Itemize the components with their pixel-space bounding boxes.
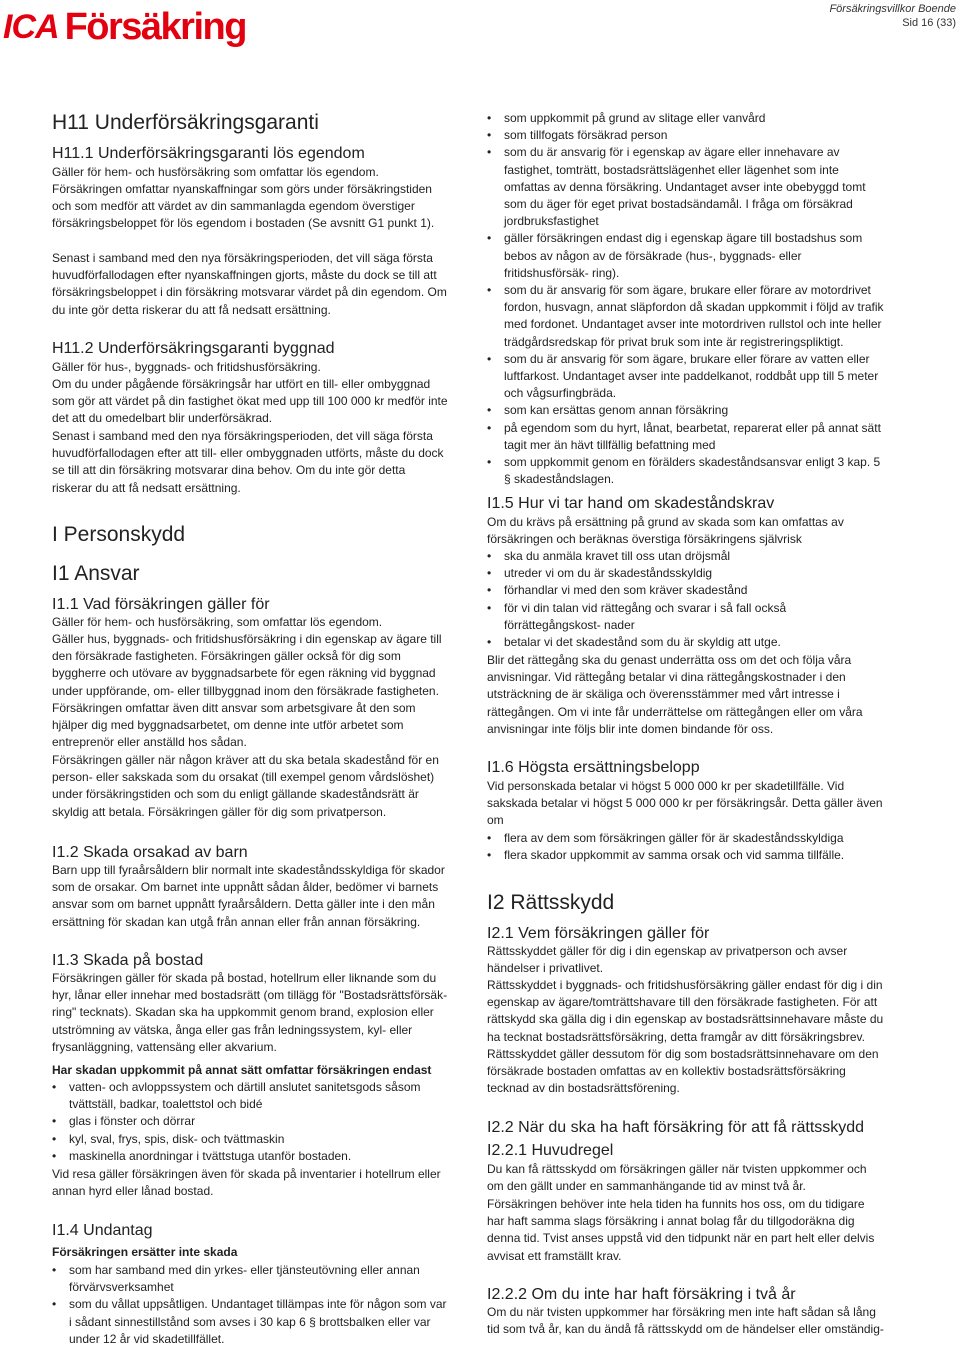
list-item: • som du är ansvarig för i egenskap av ägare eller innehavare av fastighet, tomträtt, bostadsrättslägenhet eller lägenhet som inte omfattas av denna försäkring. Undantaget avser inte obebyggd tomt som du äger för eget privat bostadsändamål. I fråga om försäkrad jordbruksfastighet — [487, 144, 885, 230]
list-item: • gäller försäkringen endast dig i egenskap ägare till bostadshus som bebos av någon av de försäkrade (hus-, byggnads- eller fritidshusförsäk- ring). — [487, 230, 885, 282]
subsection-heading-i1-6: I1.6 Högsta ersättningsbelopp — [487, 759, 700, 776]
section-heading-i2: I2 Rättsskydd — [487, 891, 615, 914]
logo-ica-text: ICA — [3, 8, 59, 46]
list-item: • som tillfogats försäkrad person — [487, 127, 885, 144]
list-item: • som har samband med din yrkes- eller tjänsteutövning eller annan förvärvsverksamhet — [52, 1262, 448, 1296]
list-item: • som uppkommit på grund av slitage eller vanvård — [487, 110, 885, 127]
paragraph: Barn upp till fyraårsåldern blir normalt inte skadeståndsskyldiga för skador som de orsakar. Om barnet inte uppnått sådan ålder, bedömer vi barnets ansvar som om barnet uppnått fyraårsåldern. Detta gäller inte i den mån ersättning för skadan kan utgå från annan eller från annan försäkring. — [52, 863, 445, 929]
list-item: • kyl, sval, frys, spis, disk- och tvättmaskin — [52, 1131, 448, 1148]
subsection-heading-i1-4: I1.4 Undantag — [52, 1222, 153, 1239]
paragraph: Blir det rättegång ska du genast underrätta oss om det och följa våra anvisningar. Vid rättegång betalar vi dina rättegångskostnader i den utsträckning de är skäliga och överensstämmer med vårt intresse i rättegången. Om vi inte får underrättelse om rättegången eller om våra anvisningar inte följs blir inte domen bindande för oss. — [487, 653, 863, 736]
subsection-heading-i2-2-1: I2.2.1 Huvudregel — [487, 1142, 614, 1159]
paragraph: Försäkringen omfattar nyanskaffningar som görs under försäkringstiden och som medför att värdet av din sammanlagda egendom överstiger försäkringsbeloppet för lös egendom i bostaden (Se avsnitt G1 punkt 1). — [52, 182, 435, 231]
paragraph: Gäller för hus-, byggnads- och fritidshusförsäkring. — [52, 360, 321, 374]
bullet-list — [487, 110, 885, 488]
paragraph: Gäller hus, byggnads- och fritidshusförsäkring i din egenskap av ägare till den försäkrade fastigheten. Försäkringen gäller också för dig som byggherre och utövare av byggnadsarbete för egen räkning vid byggnad under uppförande, om- eller tillbyggnad inom den försäkrade fastigheten. Försäkringen omfattar även ditt ansvar som arbetsgivare åt den som hjälper dig med byggnadsarbetet, om denne inte utför arbetet som entreprenör eller anställd hos sådan. — [52, 632, 442, 750]
list-item: • vatten- och avloppssystem och därtill anslutet sanitetsgods såsom tvättställ, badkar, toalettstol och bidé — [52, 1079, 448, 1113]
list-item: • som du är ansvarig för som ägare, brukare eller förare av vatten eller luftfarkost. Undantaget avser inte paddelkanot, roddbåt upp till 5 meter och vågsurfingbräda. — [487, 351, 885, 403]
list-item: • för vi din talan vid rättegång och svarar i så fall också förrättegångskost- nader — [487, 600, 885, 634]
bold-paragraph: Försäkringen ersätter inte skada — [52, 1245, 238, 1259]
list-item: • som du är ansvarig för som ägare, brukare eller förare av motordrivet fordon, husvagn, annat släpfordon då skadan uppkommit i följd av trafik med fordonet. Undantaget avser inte motordriven rullstol och inte heller trädgårdsredskap för privat bruk som inte är registreringspliktigt. — [487, 282, 885, 351]
paragraph: Rättsskyddet gäller för dig i din egenskap av privatperson och avser händelser i privatlivet. — [487, 944, 848, 976]
bullet-list — [52, 1262, 448, 1348]
subsection-heading-i2-2-2: I2.2.2 Om du inte har haft försäkring i två år — [487, 1286, 796, 1303]
paragraph: Om du krävs på ersättning på grund av skada som kan omfattas av försäkringen och beräknas överstiga försäkringens självrisk — [487, 515, 844, 547]
ica-forsakring-logo — [3, 6, 246, 49]
list-item: • glas i fönster och dörrar — [52, 1113, 448, 1130]
paragraph: Om du under pågående försäkringsår har utfört en till- eller ombyggnad som gör att värdet på din fastighet ökat med upp till 100 000 kr medför inte det att du omedelbart blir underförsäkrad. — [52, 377, 448, 426]
bold-paragraph: Har skadan uppkommit på annat sätt omfattar försäkringen endast — [52, 1063, 432, 1077]
list-item: • utreder vi om du är skadeståndsskyldig — [487, 565, 885, 582]
paragraph: Försäkringen gäller när någon kräver att du ska betala skadestånd för en person- eller sakskada som du orsakat (till exempel genom vårdslöshet) under försäkringstiden och som du enligt gällande skadeståndsrätt är skyldig att betala. Försäkringen gäller för dig som privatperson. — [52, 753, 439, 819]
paragraph: Vid resa gäller försäkringen även för skada på inventarier i hotellrum eller annan hyrd eller lånad bostad. — [52, 1167, 441, 1199]
subsection-heading-i1-1: I1.1 Vad försäkringen gäller för — [52, 596, 270, 613]
paragraph: Försäkringen behöver inte hela tiden ha funnits hos oss, om du tidigare har haft samma slags försäkring i annat bolag får du tillgodoräkna dig denna tid. Tvist anses uppstå vid den tidpunkt när en part helt eller delvis avvisat ett framställt krav. — [487, 1197, 875, 1263]
list-item: • på egendom som du hyrt, lånat, bearbetat, reparerat eller på annat sätt tagit mer än hävt tillfällig befattning med — [487, 420, 885, 454]
paragraph: Rättsskyddet i byggnads- och fritidshusförsäkring gäller endast för dig i din egenskap av ägare/tomträttshavare till den försäkrade fastigheten. För att rättskydd ska gälla dig i din egenskap av bostadsrättsinnehavare måste du ha tecknat bostadsrättsförsäkring, detta framgår av ditt försäkringsbrev. Rättsskyddet gäller dessutom för dig som bostadsrättsinnehavare om den försäkrade bostaden omfattas av en kollektiv bostadsrättsförsäkring tecknad av din bostadsrättsförening. — [487, 978, 884, 1096]
list-item: • flera skador uppkommit av samma orsak och vid samma tillfälle. — [487, 847, 885, 864]
paragraph: Gäller för hem- och husförsäkring, som omfattar lös egendom. — [52, 615, 383, 629]
list-item: • förhandlar vi med den som kräver skadestånd — [487, 582, 885, 599]
paragraph: Försäkringen gäller för skada på bostad, hotellrum eller liknande som du hyr, lånar eller innehar med bostadsrätt (om tillägg för "Bostadsrättsförsäk- ring" tecknats). Skadan ska ha uppkommit genom brand, explosion eller utströmning av vätska, ånga eller gas från ledningssystem, kyl- eller frysanläggning, vattensäng eller akvarium. — [52, 971, 448, 1054]
paragraph: Gäller för hem- och husförsäkring som omfattar lös egendom. — [52, 165, 379, 179]
paragraph: Senast i samband med den nya försäkringsperioden, det vill säga första huvudförfallodagen efter att till- eller ombyggnaden utförts, måste du dock se till att din försäkring motsvarar dina behov. Om du inte gör detta riskerar du att få nedsatt ersättning. — [52, 429, 444, 495]
paragraph: Du kan få rättsskydd om försäkringen gäller när tvisten uppkommer och om den gällt under en sammanhängande tid av minst två år. — [487, 1162, 867, 1194]
list-item: • flera av dem som försäkringen gäller för är skadeståndsskyldiga — [487, 830, 885, 847]
logo-forsakring-text: Försäkring — [64, 6, 246, 48]
list-item: • maskinella anordningar i tvättstuga utanför bostaden. — [52, 1148, 448, 1165]
list-item: • som kan ersättas genom annan försäkring — [487, 402, 885, 419]
list-item: • betalar vi det skadestånd som du är skyldig att utge. — [487, 634, 885, 651]
list-item: • ska du anmäla kravet till oss utan dröjsmål — [487, 548, 885, 565]
subsection-heading-i1-2: I1.2 Skada orsakad av barn — [52, 844, 248, 861]
bullet-list — [487, 548, 885, 651]
section-heading-i1: I1 Ansvar — [52, 562, 140, 585]
subsection-heading-i1-3: I1.3 Skada på bostad — [52, 952, 204, 969]
subsection-heading-h11-2: H11.2 Underförsäkringsgaranti byggnad — [52, 340, 335, 357]
section-heading-i: I Personskydd — [52, 523, 186, 546]
paragraph: Senast i samband med den nya försäkringsperioden, det vill säga första huvudförfallodagen efter nyanskaffningen gjorts, måste du dock se till att försäkringsbeloppet i din försäkring motsvarar värdet på din egendom. Om du inte gör detta riskerar du att få nedsatt ersättning. — [52, 251, 447, 317]
subsection-heading-i2-2: I2.2 När du ska ha haft försäkring för att få rättsskydd — [487, 1119, 865, 1136]
list-item: • som du vållat uppsåtligen. Undantaget tillämpas inte för någon som var i sådant sinnestillstånd som avses i 30 kap 6 § brottsbalken eller var under 12 år vid skadetillfället. — [52, 1296, 448, 1348]
subsection-heading-h11-1: H11.1 Underförsäkringsgaranti lös egendom — [52, 145, 365, 162]
document-header-info — [829, 2, 956, 30]
list-item: • som uppkommit genom en förälders skadeståndsansvar enligt 3 kap. 5 § skadeståndslagen. — [487, 454, 885, 488]
bullet-list — [52, 1079, 448, 1165]
bullet-list — [487, 830, 885, 864]
section-heading-h11: H11 Underförsäkringsgaranti — [52, 111, 319, 134]
paragraph: Vid personskada betalar vi högst 5 000 000 kr per skadetillfälle. Vid sakskada betalar vi högst 5 000 000 kr per försäkringsår. Detta gäller även om — [487, 779, 883, 828]
document-title: Försäkringsvillkor Boende — [829, 3, 956, 15]
subsection-heading-i2-1: I2.1 Vem försäkringen gäller för — [487, 925, 710, 942]
paragraph: Om du när tvisten uppkommer har försäkring men inte haft sådan så lång tid som två år, kan du ändå få rättsskydd om de händelser eller omständig- — [487, 1305, 884, 1337]
page-number: Sid 16 (33) — [902, 17, 956, 29]
subsection-heading-i1-5: I1.5 Hur vi tar hand om skadeståndskrav — [487, 495, 775, 512]
